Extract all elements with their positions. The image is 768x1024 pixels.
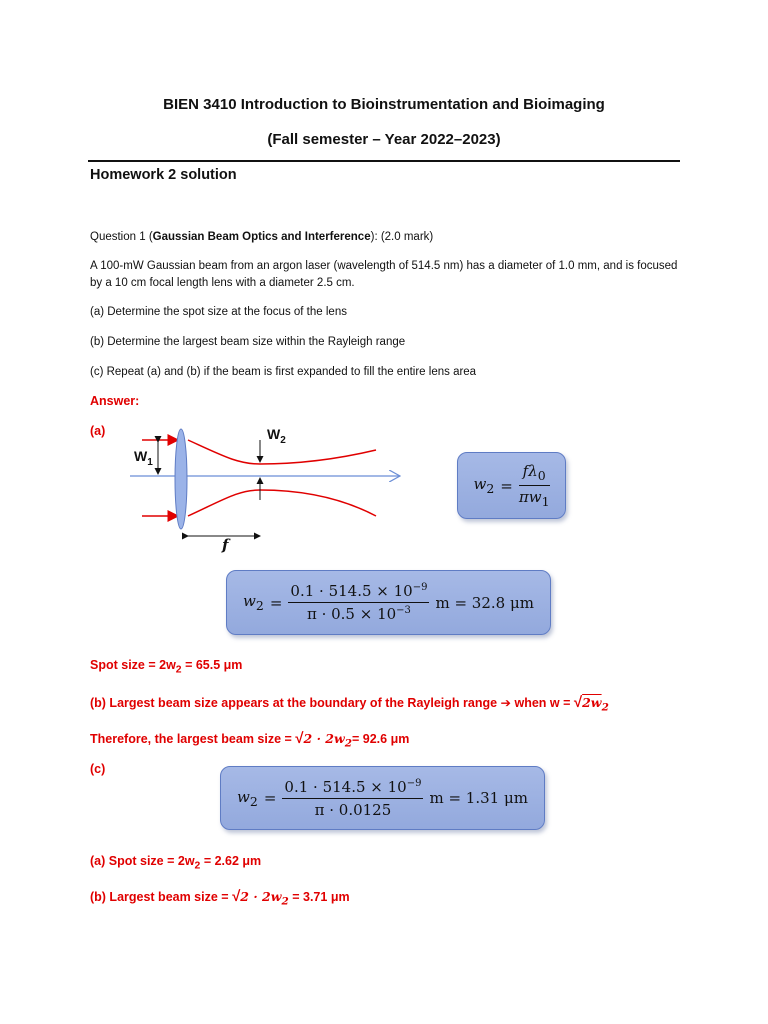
part-c-text: (c) Repeat (a) and (b) if the beam is first expanded to fill the entire lens area xyxy=(90,366,477,378)
question-topic: Gaussian Beam Optics and Interference xyxy=(152,231,371,243)
question-heading xyxy=(90,229,690,246)
expanded-spot-size: (a) Spot size = $2w_2 = 2.62$ μm xyxy=(90,854,262,872)
expanded-largest-beam: (b) Largest beam size = $√2 \cdot 2w_2 = 3.71$ μm xyxy=(90,888,350,908)
question-marks: ): (2.0 mark) xyxy=(370,231,434,243)
w2-label: $W_2$ xyxy=(267,426,286,446)
answer-heading: Answer: xyxy=(90,394,140,408)
answer-c-label: (c) xyxy=(90,762,106,776)
question-statement: A 100-mW Gaussian beam from an argon laser (wavelength of 514.5 nm) has a diameter of 1.0 mm, and is focused by a 10 cm focal length lens with a diameter 2.5 cm. xyxy=(90,260,678,289)
course-title: BIEN 3410 Introduction to Bioinstrumentation and Bioimaging xyxy=(163,96,605,113)
answer-a-label: (a) xyxy=(90,424,106,438)
spot-size-a: Spot size = $2w_2 = 65.5$ μm xyxy=(90,658,243,676)
question-label: Question 1 ( xyxy=(90,231,153,243)
part-b-text: (b) Determine the largest beam size within the Rayleigh range xyxy=(90,336,406,348)
focal-length-label: f xyxy=(222,536,229,554)
formula-box-expanded-spot: $w_2$ = $\frac{0.1 \cdot 514.5 \times 10^{-9}}{\pi \cdot 0.0125}$ m = 1.31 μm xyxy=(220,766,545,830)
lens xyxy=(175,429,187,529)
formula-box-spot-size: $w_2$ = $\frac{0.1 \cdot 514.5 \times 10^{-9}}{\pi \cdot 0.5 \times 10^{-3}}$ m = 32.8 μm xyxy=(226,570,551,635)
header-divider xyxy=(88,160,680,162)
w1-label: $W_1$ xyxy=(134,448,153,468)
semester-line: (Fall semester – Year 2022–2023) xyxy=(267,131,501,148)
part-a-text: (a) Determine the spot size at the focus of the lens xyxy=(90,306,347,318)
section-title: Homework 2 solution xyxy=(90,167,237,183)
largest-beam-result: Therefore, the largest beam size = $√2 \cdot 2w_2= 92.6$ μm xyxy=(90,730,410,750)
beam-envelope-bottom xyxy=(188,490,376,516)
largest-beam-statement: (b) Largest beam size appears at the boundary of the Rayleigh range ➔ when $w = √2w_2$ xyxy=(90,694,609,714)
formula-box-w2-general: $w_2$ = $\frac{f\lambda_0}{\pi w_1}$ xyxy=(457,452,566,519)
